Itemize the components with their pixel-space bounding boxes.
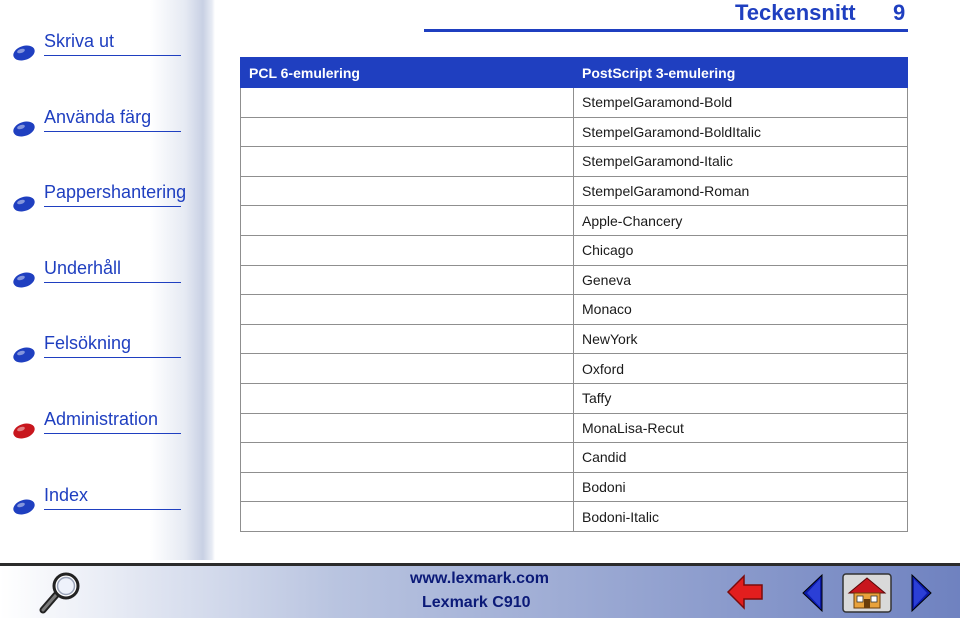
table-row [241,206,908,236]
table-cell-pcl [241,88,574,118]
sidebar-item-label: Skriva ut [44,31,115,51]
sidebar-item-administration[interactable] [12,409,182,449]
divider [44,55,181,56]
table-cell-postscript: Monaco [574,295,908,325]
table-cell-pcl [241,206,574,236]
previous-page-button[interactable] [800,573,826,613]
table-cell-pcl [241,413,574,443]
table-cell-pcl [241,176,574,206]
sidebar-item-pappershantering[interactable] [12,182,187,222]
footer-divider [0,563,960,566]
divider [44,282,181,283]
divider [44,509,181,510]
table-cell-pcl [241,147,574,177]
table-cell-postscript: StempelGaramond-Italic [574,147,908,177]
back-button[interactable] [726,573,764,611]
column-header-pcl: PCL 6-emulering [241,58,574,88]
sidebar-navigation [0,0,215,560]
column-header-postscript: PostScript 3-emulering [574,58,908,88]
table-cell-postscript: Bodoni-Italic [574,502,908,532]
header-divider [424,29,908,32]
active-bullet-icon [12,423,36,439]
bullet-icon [12,196,36,212]
table-cell-pcl [241,295,574,325]
sidebar-item-label: Underhåll [44,258,122,278]
footer-url-link[interactable]: www.lexmark.com [410,570,550,587]
table-cell-pcl [241,472,574,502]
table-cell-pcl [241,383,574,413]
table-cell-postscript: MonaLisa-Recut [574,413,908,443]
table-cell-postscript: Candid [574,443,908,473]
divider [44,206,181,207]
divider [44,357,181,358]
table-cell-postscript: StempelGaramond-BoldItalic [574,117,908,147]
bullet-icon [12,347,36,363]
table-cell-pcl [241,235,574,265]
table-cell-postscript: Geneva [574,265,908,295]
divider [44,433,181,434]
table-cell-pcl [241,324,574,354]
table-cell-postscript: StempelGaramond-Roman [574,176,908,206]
table-row [241,265,908,295]
bullet-icon [12,499,36,515]
sidebar-item-underhall[interactable] [12,258,182,298]
table-row [241,413,908,443]
table-cell-postscript: NewYork [574,324,908,354]
bullet-icon [12,272,36,288]
page-number: 9 [893,0,906,25]
table-cell-pcl [241,443,574,473]
house-icon [842,573,892,613]
search-button[interactable] [38,571,84,615]
table-cell-postscript: StempelGaramond-Bold [574,88,908,118]
triangle-right-icon [908,573,934,613]
sidebar-item-anvanda-farg[interactable] [12,107,182,147]
table-row [241,147,908,177]
table-row [241,502,908,532]
sidebar-item-label: Använda färg [44,107,152,127]
next-page-button[interactable] [908,573,934,613]
table-row [241,176,908,206]
sidebar-item-felsokning[interactable] [12,333,182,373]
magnifier-icon [38,571,84,615]
triangle-left-icon [800,573,826,613]
divider [44,131,181,132]
table-row [241,117,908,147]
table-row [241,354,908,384]
table-row [241,235,908,265]
table-cell-postscript: Bodoni [574,472,908,502]
sidebar-item-skriva-ut[interactable] [12,31,182,71]
red-arrow-left-icon [726,573,764,611]
home-button[interactable] [842,573,892,613]
sidebar-item-label: Felsökning [44,333,132,353]
table-row [241,324,908,354]
table-cell-postscript: Apple-Chancery [574,206,908,236]
table-header-row [241,58,908,88]
sidebar-item-label: Index [44,485,89,505]
table-cell-pcl [241,502,574,532]
footer-model: Lexmark C910 [422,594,531,611]
sidebar-item-index[interactable] [12,485,182,525]
bullet-icon [12,121,36,137]
table-row [241,472,908,502]
sidebar-item-label: Pappershantering [44,182,187,202]
table-cell-postscript: Oxford [574,354,908,384]
bullet-icon [12,45,36,61]
table-cell-pcl [241,354,574,384]
table-cell-postscript: Taffy [574,383,908,413]
table-row [241,88,908,118]
table-row [241,443,908,473]
table-cell-pcl [241,265,574,295]
sidebar-item-label: Administration [44,409,159,429]
table-row [241,383,908,413]
table-cell-pcl [241,117,574,147]
font-table [240,57,908,532]
table-row [241,295,908,325]
page-title: Teckensnitt [735,0,856,25]
table-cell-postscript: Chicago [574,235,908,265]
